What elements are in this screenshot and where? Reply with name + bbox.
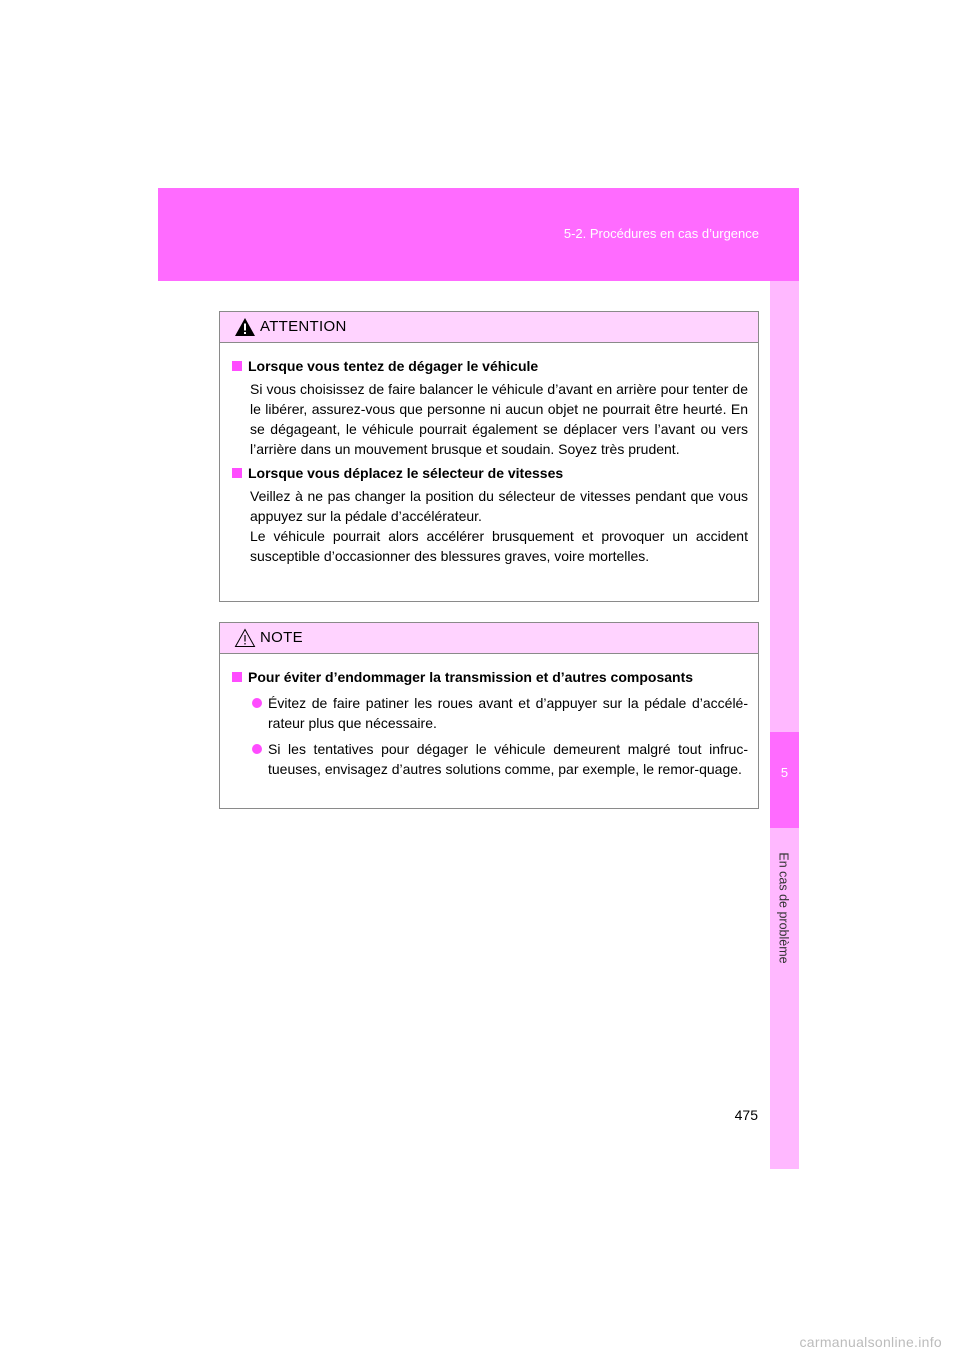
square-bullet-icon (232, 672, 242, 682)
attention-title: ATTENTION (260, 318, 347, 335)
warning-triangle-outline-icon (234, 628, 256, 648)
note-title: NOTE (260, 629, 303, 646)
attention-header (220, 312, 758, 343)
warning-triangle-filled-icon (234, 317, 256, 337)
section-title: 5-2. Procédures en cas d’urgence (563, 226, 759, 241)
note-heading-text: Pour éviter d’endommager la transmission et d’autres composants (248, 669, 694, 685)
attention-heading-text: Lorsque vous déplacez le sélecteur de vitesses (248, 465, 564, 481)
side-tab (770, 281, 799, 1169)
note-bullet-item (232, 693, 748, 733)
note-bullet-text: Évitez de faire patiner les roues avant et d’appuyer sur la pédale d’accélé-rateur plus que nécessaire. (268, 695, 748, 731)
attention-paragraph: Si vous choisissez de faire balancer le véhicule d’avant en arrière pour tenter de le libérer, assurez-vous que personne ni aucun objet ne pourrait être heurté. En se dégageant, le véhicule pourrait également se déplacer vers l’avant ou vers l’arrière dans un mouvement brusque et soudain. Soyez très prudent. (250, 381, 748, 457)
chapter-number: 5 (780, 765, 789, 780)
chapter-label: En cas de problème (777, 852, 791, 964)
note-heading (232, 667, 748, 687)
attention-item-heading (232, 356, 748, 376)
chapter-label-container (771, 838, 797, 978)
circle-bullet-icon (252, 744, 262, 754)
note-header (220, 623, 758, 654)
side-tab-chapter-marker (770, 732, 799, 828)
attention-paragraph: Veillez à ne pas changer la position du sélecteur de vitesses pendant que vous appuyez sur la pédale d’accélérateur. (250, 488, 748, 524)
note-bullet-item (232, 739, 748, 779)
note-box (219, 622, 759, 809)
note-bullet-text: Si les tentatives pour dégager le véhicule demeurent malgré tout infruc-tueuses, envisagez d’autres solutions comme, par exemple, le remor-quage. (268, 741, 748, 777)
page-number: 475 (734, 1107, 758, 1123)
note-body (220, 654, 758, 795)
square-bullet-icon (232, 468, 242, 478)
square-bullet-icon (232, 361, 242, 371)
header-band (158, 188, 799, 281)
attention-box (219, 311, 759, 602)
attention-body (220, 343, 758, 580)
circle-bullet-icon (252, 698, 262, 708)
attention-heading-text: Lorsque vous tentez de dégager le véhicule (248, 358, 539, 374)
attention-paragraph: Le véhicule pourrait alors accélérer brusquement et provoquer un accident susceptible d’occasionner des blessures graves, voire mortelles. (250, 528, 748, 564)
watermark: carmanualsonline.info (799, 1334, 942, 1350)
attention-item-heading (232, 463, 748, 483)
